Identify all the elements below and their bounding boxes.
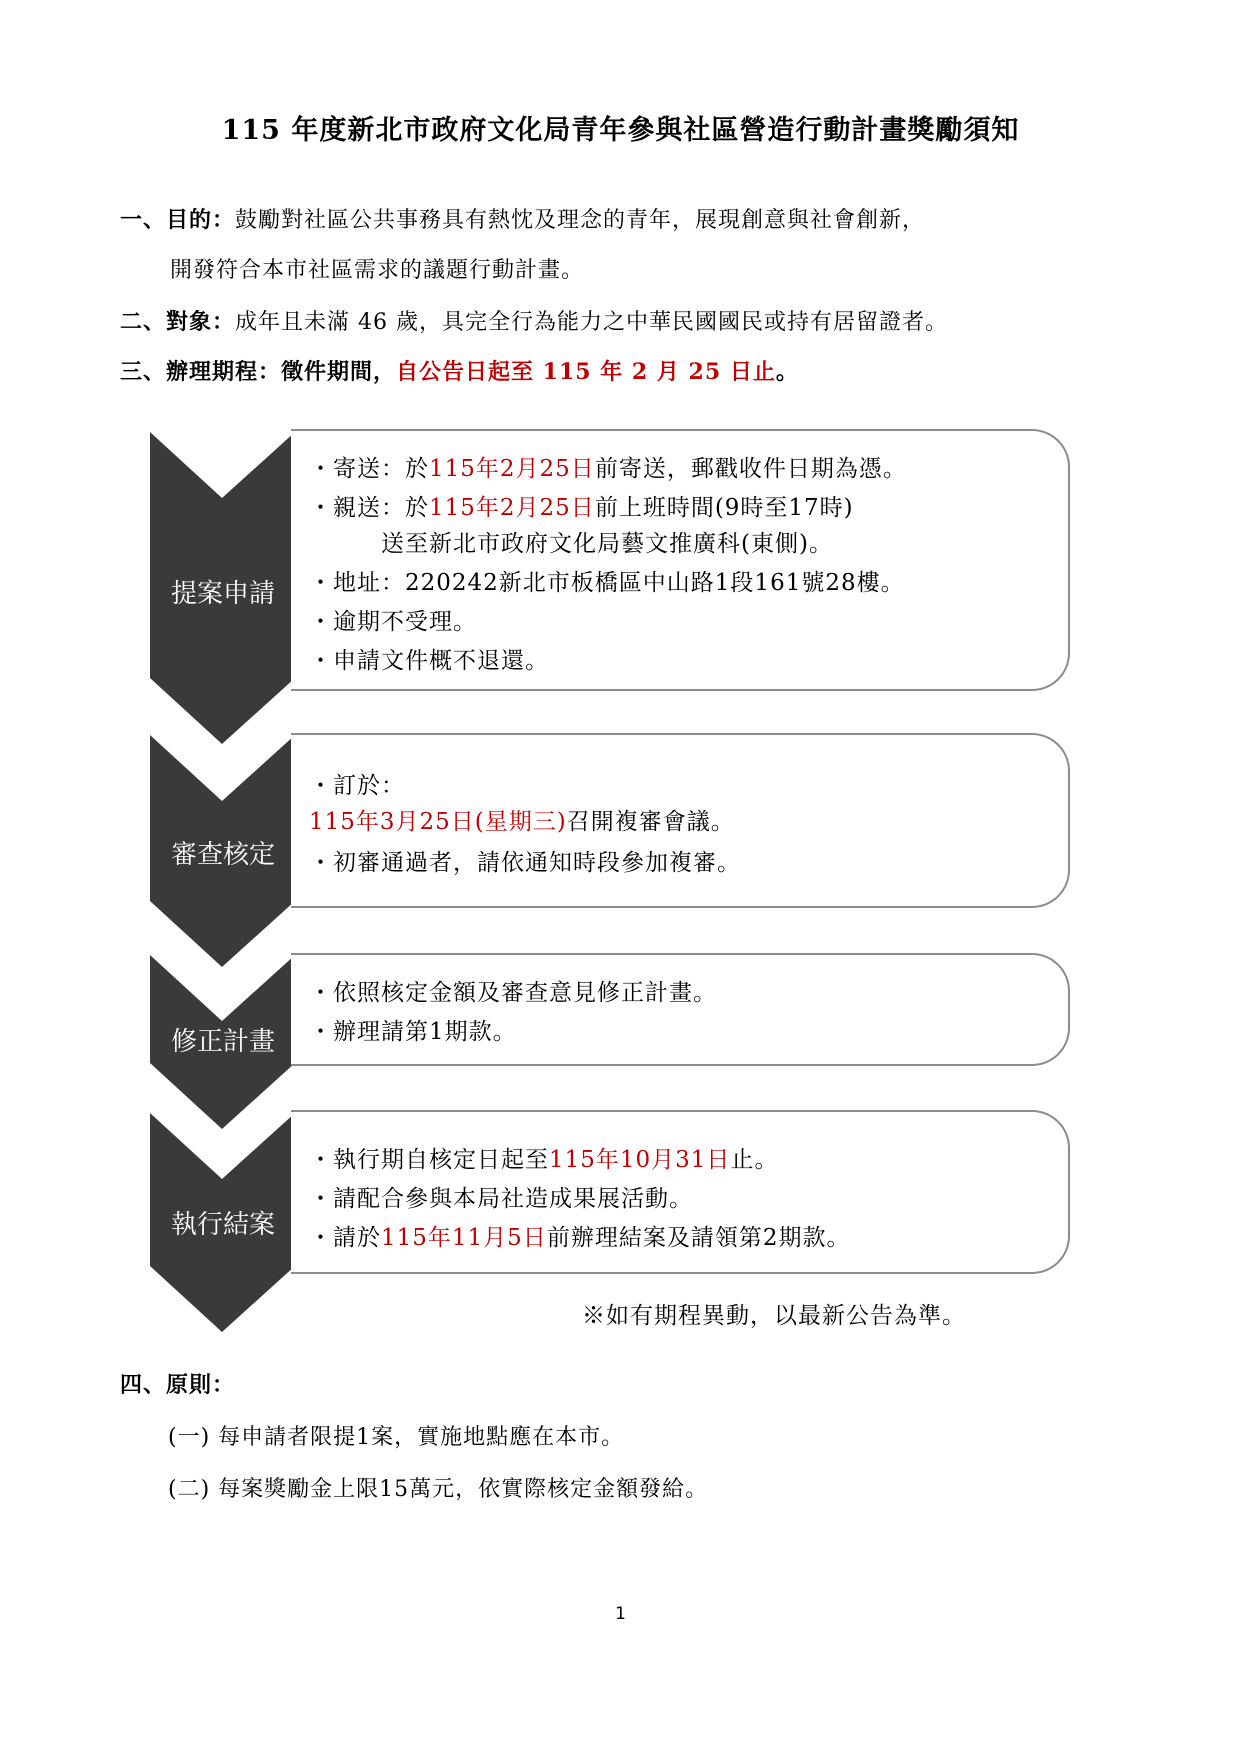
stage-1-item: ・親送：於115年2月25日前上班時間(9時至17時)	[309, 495, 854, 521]
principles-label: 四、原則：	[120, 1372, 236, 1398]
page-number: 1	[615, 1604, 626, 1624]
stage-2-item: 115年3月25日(星期三)召開複審會議。	[309, 809, 735, 835]
principle-item: (二) 每案獎勵金上限15萬元，依實際核定金額發給。	[168, 1477, 709, 1502]
stage-3-item: ・辦理請第1期款。	[309, 1019, 517, 1045]
stage-1-item: ・地址：220242新北市板橋區中山路1段161號28樓。	[309, 570, 905, 596]
period-end: 。	[775, 359, 799, 385]
period-label: 三、辦理期程：徵件期間，	[120, 359, 397, 385]
stage-4-item: ・請配合參與本局社造成果展活動。	[309, 1186, 693, 1212]
target-label: 二、對象：	[120, 309, 236, 335]
stage-1-item: ・逾期不受理。	[309, 609, 477, 635]
principle-item: (一) 每申請者限提1案，實施地點應在本市。	[168, 1425, 625, 1450]
stage-label: 執行結案	[170, 1210, 275, 1240]
stage-2-item: ・初審通過者，請依通知時段參加複審。	[309, 850, 741, 876]
purpose-text-continued: 開發符合本市社區需求的議題行動計畫。	[170, 258, 585, 283]
stage-3-detail-box	[291, 953, 1070, 1066]
stage-1-item: ・申請文件概不退還。	[309, 648, 549, 674]
stage-4-item: ・請於115年11月5日前辦理結案及請領第2期款。	[309, 1225, 851, 1251]
stage-label: 修正計畫	[170, 1027, 275, 1057]
purpose-line	[120, 203, 925, 234]
stage-3-item: ・依照核定金額及審查意見修正計畫。	[309, 980, 717, 1006]
purpose-text: 鼓勵對社區公共事務具有熱忱及理念的青年，展現創意與社會創新，	[235, 208, 926, 233]
target-text: 成年且未滿 46 歲，具完全行為能力之中華民國國民或持有居留證者。	[235, 310, 948, 335]
stage-1-item: ・寄送：於115年2月25日前寄送，郵戳收件日期為憑。	[309, 456, 907, 482]
stage-2-item: ・訂於：	[309, 773, 405, 799]
stage-label: 審查核定	[170, 840, 275, 870]
purpose-label: 一、目的：	[120, 207, 236, 233]
document-title: 115 年度新北市政府文化局青年參與社區營造行動計畫獎勵須知	[221, 115, 1020, 146]
stage-4-item: ・執行期自核定日起至115年10月31日止。	[309, 1147, 779, 1173]
stage-label: 提案申請	[170, 579, 275, 609]
stage-1-item: 送至新北市政府文化局藝文推廣科(東側)。	[309, 531, 833, 557]
target-line	[120, 305, 948, 336]
schedule-change-note: ※如有期程異動，以最新公告為準。	[582, 1303, 966, 1329]
period-deadline: 自公告日起至 115 年 2 月 25 日止	[396, 359, 776, 385]
period-line	[120, 355, 799, 386]
